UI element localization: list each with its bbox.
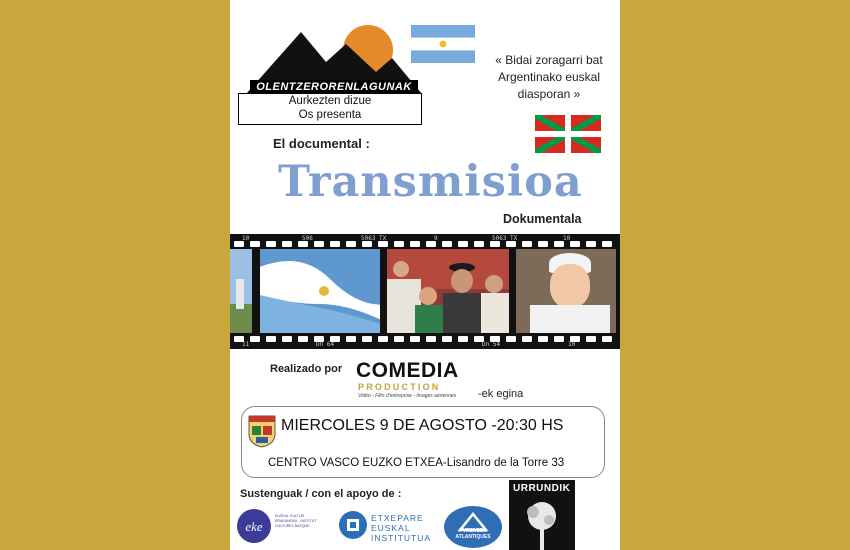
film-subtitle: Dokumentala: [503, 212, 582, 226]
film-perforation: [442, 241, 452, 247]
film-perforation: [394, 241, 404, 247]
sponsor-name: EUSKAL KULTUR ERAKUNDEA · INSTITUT CULTUREL BASQUE: [275, 514, 317, 528]
argentina-flag-icon: [411, 25, 475, 63]
sponsor-name: PYRENEES ATLANTIQUES: [455, 528, 491, 540]
film-perforation: [586, 241, 596, 247]
poster: [230, 0, 620, 550]
film-perforation: [442, 336, 452, 342]
film-number: 9: [434, 235, 438, 242]
film-perforation: [522, 336, 532, 342]
sponsors-label: Sustenguak / con el apoyo de :: [240, 488, 402, 500]
logo-presents-box: [238, 93, 422, 125]
film-perforation: [266, 241, 276, 247]
production-label: PRODUCTION: [358, 382, 441, 392]
sponsor-pyrenees-logo: [444, 506, 502, 548]
film-perforation: [346, 241, 356, 247]
waving-flag-icon: [260, 249, 380, 333]
film-frame-people: [387, 249, 509, 333]
film-perforation: [282, 241, 292, 247]
film-number: Dn 64: [316, 341, 335, 348]
film-perforation: [426, 336, 436, 342]
film-perforation: [410, 336, 420, 342]
film-perforation: [394, 336, 404, 342]
film-perforation: [266, 336, 276, 342]
etxepare-logo-icon: [338, 510, 368, 540]
sponsor-name: ETXEPARE EUSKAL INSTITUTUA: [371, 513, 432, 543]
intro-label: El documental :: [273, 136, 370, 151]
film-perforation: [250, 336, 260, 342]
film-perforation: [362, 336, 372, 342]
film-perforation: [330, 241, 340, 247]
film-frame-girl: [516, 249, 616, 333]
film-perforation: [570, 241, 580, 247]
sponsor-ekb-logo: [236, 510, 316, 544]
film-perforation: [538, 241, 548, 247]
film-perforation: [378, 336, 388, 342]
ekb-logo-icon: [236, 508, 272, 544]
svg-text:eke: eke: [245, 519, 263, 534]
film-perforation: [314, 241, 324, 247]
film-perforation: [410, 241, 420, 247]
presents-spanish: Os presenta: [298, 109, 362, 121]
credit-label: Realizado por: [270, 363, 343, 375]
film-frame-landscape: [230, 249, 252, 333]
sponsor-urrundik-logo: [509, 480, 575, 550]
film-number: 10: [242, 235, 250, 242]
sponsor-name: URRUNDIK: [513, 483, 571, 494]
film-strip: [230, 234, 620, 349]
film-perforation: [586, 336, 596, 342]
film-number: Dn 54: [482, 341, 501, 348]
film-perforation: [554, 336, 564, 342]
film-perforation: [250, 241, 260, 247]
film-number: 5063 TX: [492, 235, 518, 242]
credit-suffix: -ek egina: [478, 388, 524, 400]
film-perforation: [458, 336, 468, 342]
event-place: CENTRO VASCO EUZKO ETXEA-Lisandro de la Torre 33: [268, 457, 565, 469]
production-tagline: Vidéo - Film d'entreprise - Images aériennes: [358, 393, 457, 399]
film-perforation: [298, 336, 308, 342]
film-number: 10: [563, 235, 571, 242]
film-perforation: [602, 241, 612, 247]
film-perforation: [602, 336, 612, 342]
tree-icon: [509, 496, 575, 550]
film-perforation: [538, 336, 548, 342]
film-number: 506: [302, 235, 313, 242]
film-perforation: [506, 336, 516, 342]
crest-icon: [247, 412, 277, 448]
film-number: 5063 TX: [361, 235, 387, 242]
film-perforation: [474, 241, 484, 247]
film-perforation: [346, 336, 356, 342]
film-frame-flag: [260, 249, 380, 333]
sponsor-etxepare-logo: [338, 510, 433, 544]
film-perforation: [458, 241, 468, 247]
presents-basque: Aurkezten dizue: [288, 95, 372, 107]
comedia-logo: COMEDIA: [356, 359, 459, 382]
film-perforation: [522, 241, 532, 247]
logo-name: OLENTZERORENLAGUNAK: [250, 80, 418, 95]
event-date: MIERCOLES 9 DE AGOSTO -20:30 HS: [281, 417, 564, 434]
quote-text: « Bidai zoragarri bat Argentinako euskal diasporan »: [495, 53, 603, 101]
film-number: 10: [568, 341, 576, 348]
film-title: Transmisioa: [278, 157, 583, 207]
basque-flag-icon: [535, 115, 601, 153]
film-perforation: [282, 336, 292, 342]
film-number: 11: [242, 341, 250, 348]
